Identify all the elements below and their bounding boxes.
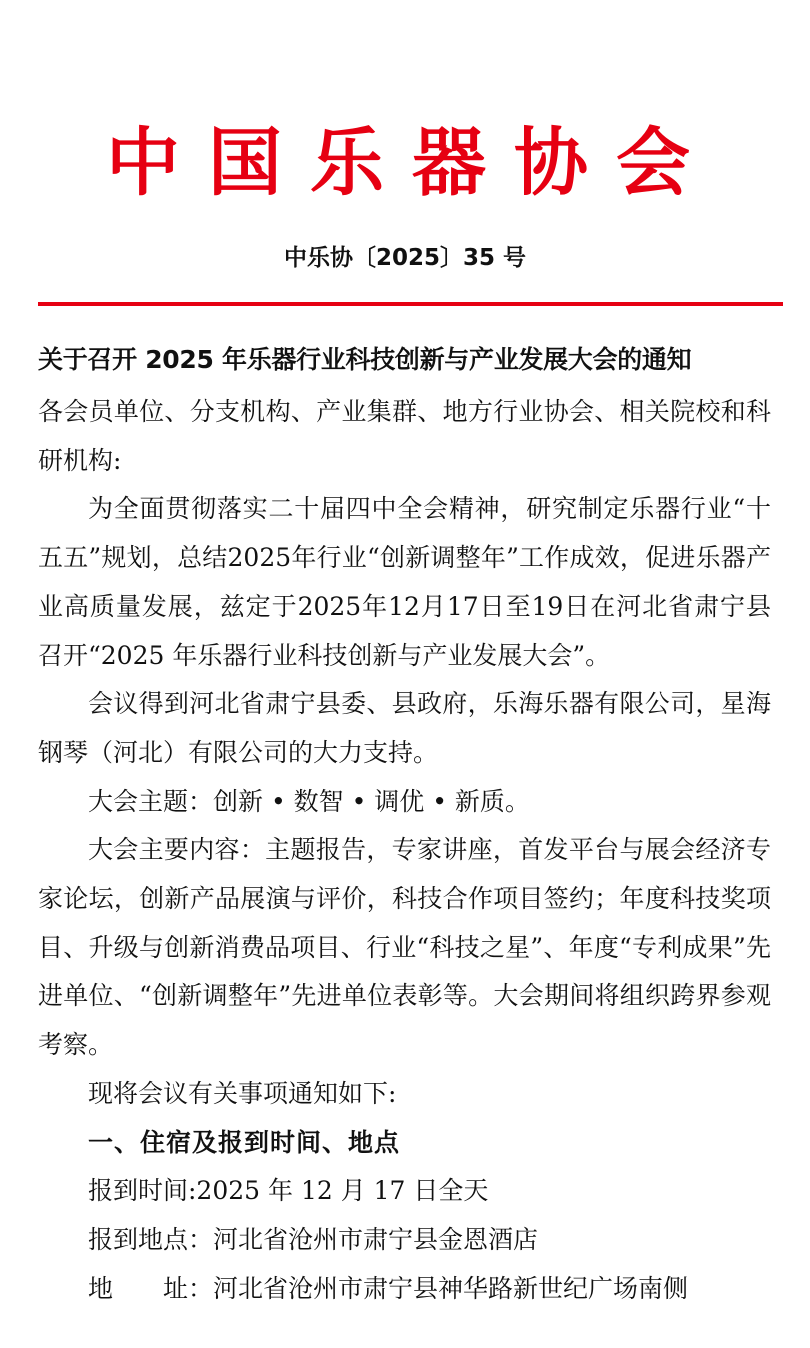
registration-place: 报到地点：河北省沧州市肃宁县金恩酒店 (88, 1224, 539, 1254)
document-number: 中乐协〔2025〕35 号 (283, 245, 527, 271)
paragraph-purpose: 为全面贯彻落实二十届四中全会精神，研究制定乐器行业“十五五”规划，总结2025年行业“创新调整年”工作成效，促进乐器产业高质量发展，兹定于2025年12月17日至19日在河北省肃宁县召开“2025 年乐器行业科技创新与产业发展大会”。 (38, 494, 771, 670)
paragraph-theme: 大会主题：创新 • 数智 • 调优 • 新质。 (88, 786, 530, 816)
paragraph-content: 大会主要内容：主题报告，专家讲座，首发平台与展会经济专家论坛，创新产品展演与评价，科技合作项目签约；年度科技奖项目、升级与创新消费品项目、行业“科技之星”、年度“专利成果”先进单位、“创新调整年”先进单位表彰等。大会期间将组织跨界参观考察。 (38, 835, 771, 1060)
paragraph-intro: 现将会议有关事项通知如下: (88, 1078, 397, 1108)
section-heading: 一、住宿及报到时间、地点 (88, 1127, 401, 1157)
red-divider-line (38, 302, 783, 306)
venue-address: 地 址：河北省沧州市肃宁县神华路新世纪广场南侧 (88, 1273, 689, 1303)
notice-title: 关于召开 2025 年乐器行业科技创新与产业发展大会的通知 (38, 345, 692, 374)
paragraph-support: 会议得到河北省肃宁县委、县政府，乐海乐器有限公司，星海钢琴（河北）有限公司的大力支持。 (38, 689, 771, 767)
notice-body (38, 388, 771, 1313)
registration-time: 报到时间:2025 年 12 月 17 日全天 (88, 1176, 489, 1206)
recipients-line: 各会员单位、分支机构、产业集群、地方行业协会、相关院校和科研机构: (38, 397, 771, 475)
org-name-header: 中国乐器协会 (106, 120, 718, 206)
